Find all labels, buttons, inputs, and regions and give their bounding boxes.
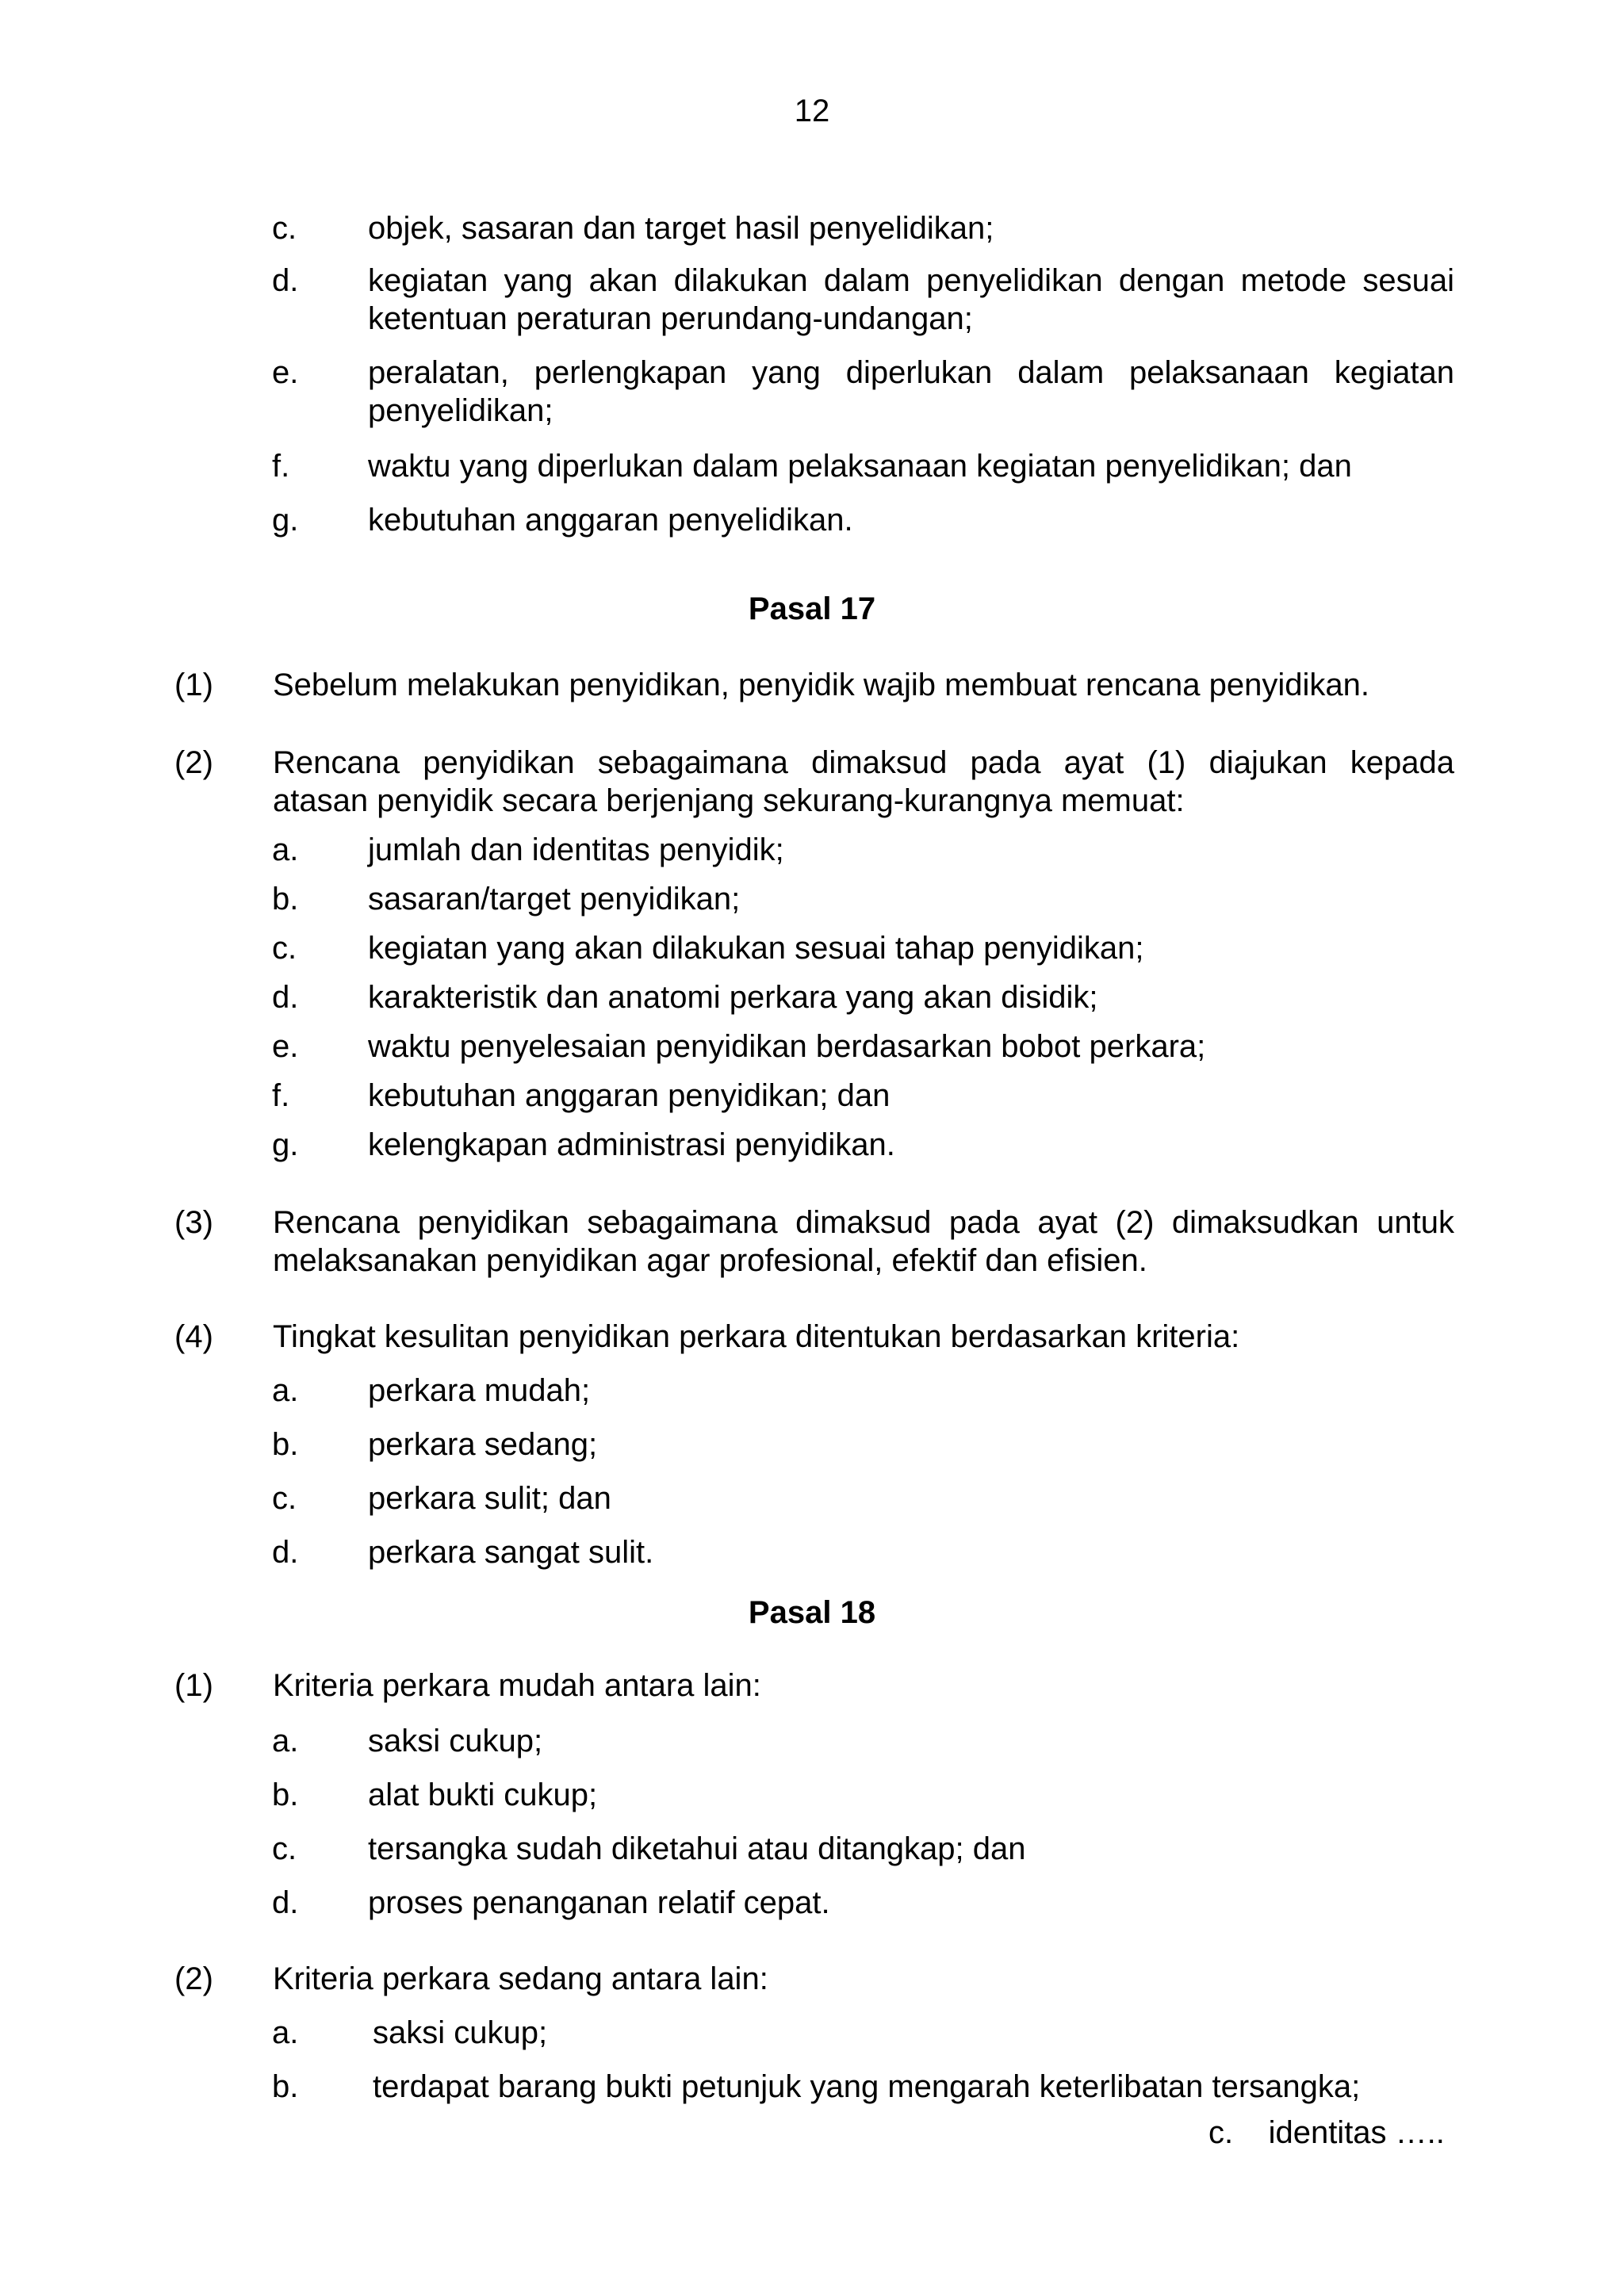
page-number: 12 [794,94,830,128]
section-heading: Pasal 18 [748,1595,876,1630]
catchword: c. identitas ….. [1208,2115,1445,2150]
section-heading: Pasal 17 [748,591,876,626]
